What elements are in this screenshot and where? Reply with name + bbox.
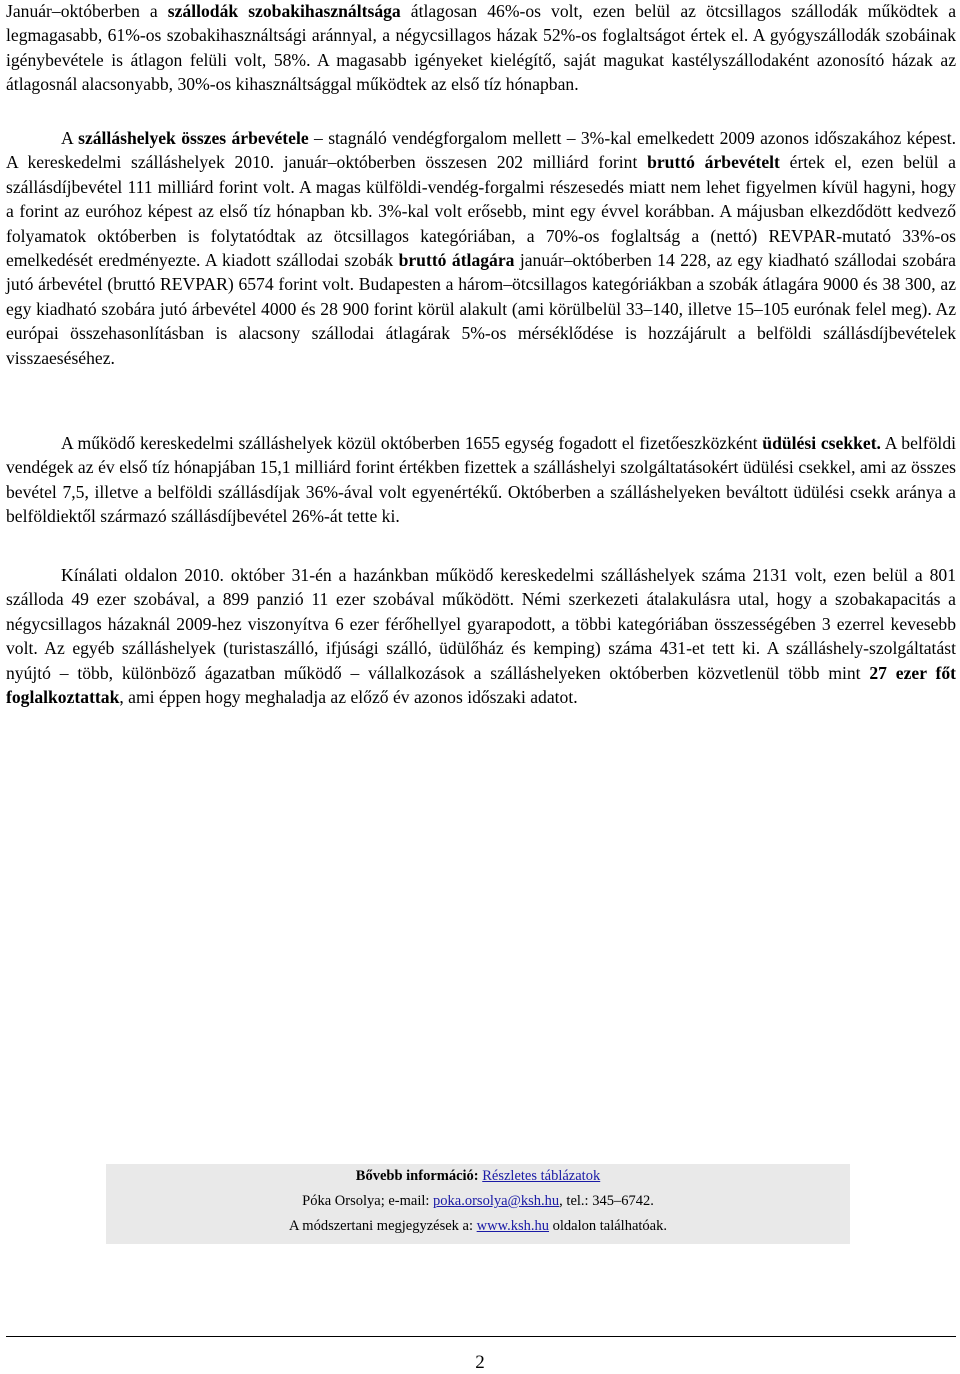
bold-text: bruttó átlagára — [398, 250, 515, 271]
detailed-tables-link[interactable]: Részletes táblázatok — [482, 1168, 601, 1184]
footer-divider — [6, 1336, 956, 1337]
text: Január–októberben a — [6, 1, 168, 21]
phone-text: , tel.: 345–6742. — [559, 1193, 654, 1209]
info-line-methodology — [106, 1218, 850, 1235]
bold-text: szálláshelyek összes árbevétele — [78, 128, 309, 148]
info-box — [106, 1164, 850, 1244]
bold-text: szállodák szobakihasználtsága — [167, 1, 401, 21]
info-line-more — [106, 1168, 850, 1185]
text: átlagosan 46%-os volt, ezen belül az ötcsillagos szállodák működtek a legmagasabb, 61%-os szobakihasználtsági aránnyal, a négycsillagos házak 52%-os foglaltságot értek el. A gyógyszállodák szobáinak igénybevétele is átlagon felüli volt, 58%. A magasabb igényeket kielégítő, saját magukat kastélyszállodaként azonosító házak az átlagosnál alacsonyabb, 30%-os kihasználtsággal működtek az első tíz hónapban. — [6, 1, 956, 95]
website-link[interactable]: www.ksh.hu — [476, 1218, 550, 1234]
text: Kínálati oldalon 2010. október 31-én a hazánkban működő kereskedelmi szálláshelyek száma 2131 volt, ezen belül a 801 szálloda 49 ezer szobával, a 899 panzió 11 ezer szobával működött. Némi szerkezeti átalakulásra utal, hogy a szobakapacitás a négycsillagos házaknál 2009-hez viszonyítva 6 ezer férőhellyel gyarapodott, a többi kategóriában összességében 3 ezerrel kevesebb volt. Az egyéb szálláshelyek (turistaszálló, ifjúsági szálló, üdülőház és kemping) száma 431-et tett ki. A szálláshely-szolgáltatást nyújtó – több, különböző ágazatban működő – vállalkozások a szálláshelyeken októberben közvetlenül több mint — [6, 565, 956, 683]
info-line-contact — [106, 1193, 850, 1210]
info-label: Bővebb információ: — [355, 1168, 479, 1184]
text: , ami éppen hogy meghaladja az előző év azonos időszaki adatot. — [119, 687, 578, 708]
bold-text: üdülési csekket. — [762, 433, 881, 453]
contact-text: Póka Orsolya; e-mail: — [302, 1193, 434, 1209]
page-number: 2 — [475, 1352, 485, 1373]
text: értek el, ezen belül a szállásdíjbevétel 111 milliárd forint volt. A magas külföldi-vendég-forgalmi részesedés miatt nem lehet figyelmen kívül hagyni, hogy a forint az euróhoz képest az első tíz hónapban kb. 3%-kal volt erősebb, mint egy évvel korábban. A májusban elkezdődött kedvező folyamatok októberben is folytatódtak az ötcsillagos kategóriában, a 70%-os foglaltság a (nettó) REVPAR-mutató 33%-os emelkedését eredményezte. A kiadott szállodai szobák — [6, 152, 956, 271]
methodology-text: A módszertani megjegyzések a: — [289, 1218, 477, 1234]
bold-text: 27 ezer főt foglalkoztattak — [6, 662, 956, 708]
paragraph-holiday-vouchers — [6, 431, 956, 529]
paragraph-room-occupancy — [6, 0, 956, 97]
text: A működő kereskedelmi szálláshelyek közül októberben 1655 egység fogadott el fizetőeszközként — [61, 433, 763, 453]
text: A — [61, 128, 79, 148]
text: – stagnáló vendégforgalom mellett – 3%-kal emelkedett 2009 azonos időszakához képest. A kereskedelmi szálláshelyek 2010. január–októberben összesen 202 milliárd forint — [6, 128, 956, 173]
bold-text: bruttó árbevételt — [647, 152, 780, 173]
email-link[interactable]: poka.orsolya@ksh.hu — [433, 1193, 560, 1209]
text: január–októberben 14 228, az egy kiadható szállodai szobára jutó árbevétel (bruttó REVPAR) 6574 forint volt. Budapesten a három–ötcsillagos kategóriákban a szobák átlagára 9000 és 38 300, az egy kiadható szobára jutó árbevétel 4000 és 28 900 forint körül alakult (ami körülbelül 33–140, illetve 15–105 eurónak felel meg). Az európai összehasonlításban is alacsony szállodai átlagárak 5%-os mérséklődése is hozzájárult a belföldi szállásdíjbevételek visszaeséséhez. — [6, 250, 956, 368]
text: A belföldi vendégek az év első tíz hónapjában 15,1 milliárd forint értékben fizettek a szálláshelyi szolgáltatásokért üdülési csekkel, ami az összes bevétel 7,5, illetve a belföldi szállásdíjak 36%-ával volt egyenértékű. Októberben a szálláshelyeken beváltott üdülési csekk aránya a belföldiektől származó szállásdíjbevétel 26%-át tette ki. — [6, 433, 956, 527]
paragraph-supply — [6, 563, 956, 709]
methodology-suffix: oldalon találhatóak. — [549, 1218, 667, 1234]
paragraph-revenue — [6, 126, 956, 370]
